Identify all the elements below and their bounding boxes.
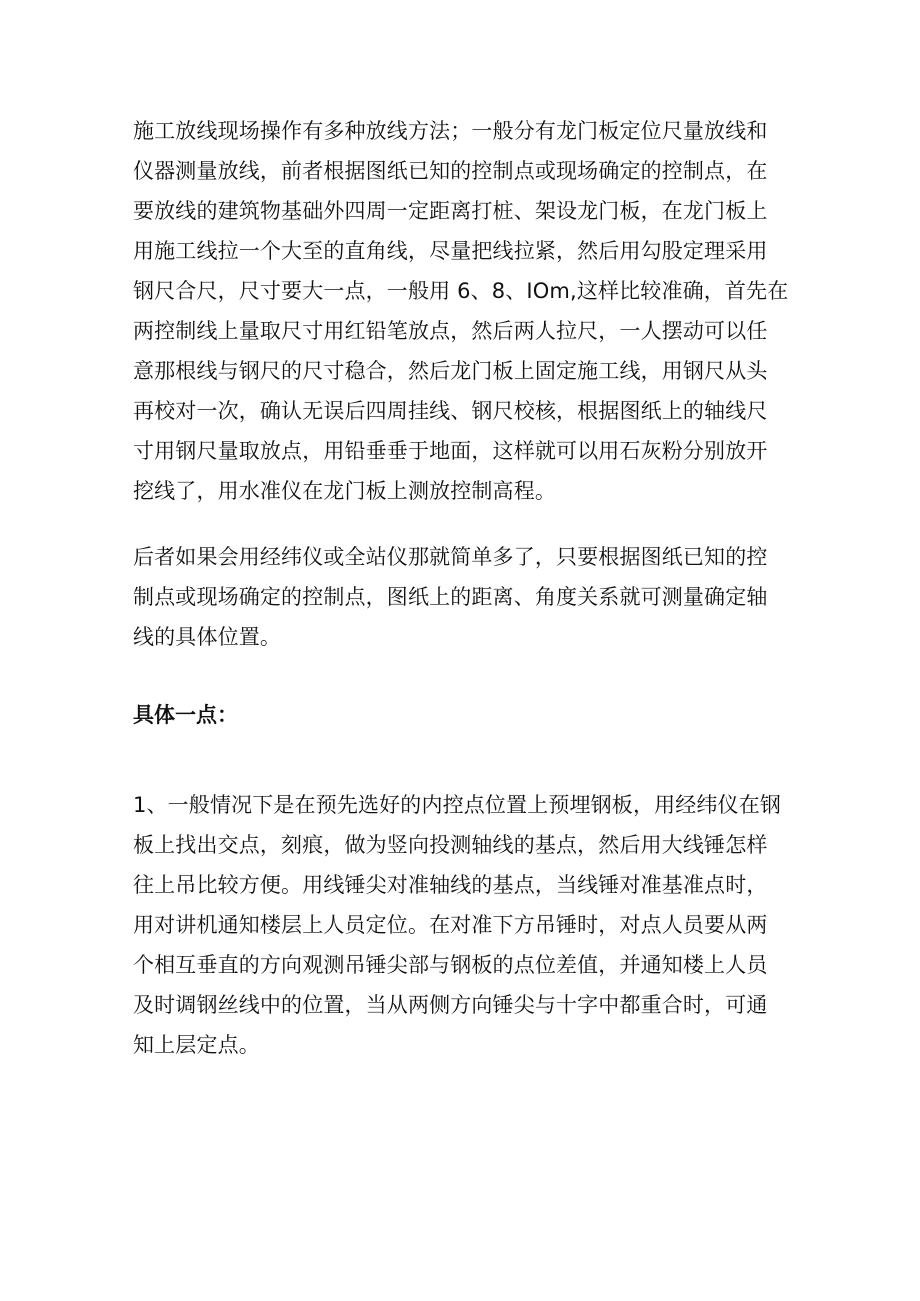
text-line: 意那根线与钢尺的尺寸稳合，然后龙门板上固定施工线，用钢尺从头 bbox=[133, 359, 768, 383]
text-line: 两控制线上量取尺寸用红铅笔放点，然后两人拉尺，一人摆动可以任 bbox=[133, 319, 768, 343]
text-line: 再校对一次，确认无误后四周挂线、钢尺校核，根据图纸上的轴线尺 bbox=[133, 399, 768, 423]
text-line: 要放线的建筑物基础外四周一定距离打桩、架设龙门板，在龙门板上 bbox=[133, 199, 768, 223]
text-line: 线的具体位置。 bbox=[133, 625, 282, 649]
text-line: 用施工线拉一个大至的直角线，尽量把线拉紧，然后用勾股定理采用 bbox=[133, 239, 768, 263]
paragraph-layout-methods bbox=[133, 111, 795, 511]
text-line: 用对讲机通知楼层上人员定位。在对准下方吊锤时，对点人员要从两 bbox=[133, 913, 768, 937]
text-line: 制点或现场确定的控制点，图纸上的距离、角度关系就可测量确定轴 bbox=[133, 585, 768, 609]
text-line: 往上吊比较方便。用线锤尖对准轴线的基点，当线锤对准基准点时， bbox=[133, 873, 768, 897]
text-line: 个相互垂直的方向观测吊锤尖部与钢板的点位差值，并通知楼上人员 bbox=[133, 953, 768, 977]
text-line: 仪器测量放线，前者根据图纸已知的控制点或现场确定的控制点，在 bbox=[133, 159, 768, 183]
paragraph-step-1 bbox=[133, 785, 795, 1065]
document-body bbox=[133, 111, 795, 1065]
paragraph-instrument-method bbox=[133, 537, 795, 657]
text-line: 1、一般情况下是在预先选好的内控点位置上预埋钢板，用经纬仪在钢 bbox=[133, 793, 782, 817]
text-line: 板上找出交点，刻痕，做为竖向投测轴线的基点，然后用大线锤怎样 bbox=[133, 833, 768, 857]
text-line: 后者如果会用经纬仪或全站仪那就简单多了，只要根据图纸已知的控 bbox=[133, 545, 768, 569]
text-line: 寸用钢尺量取放点，用铅垂垂于地面，这样就可以用石灰粉分别放开 bbox=[133, 439, 768, 463]
text-line: 及时调钢丝线中的位置，当从两侧方向锤尖与十字中都重合时，可通 bbox=[133, 993, 768, 1017]
text-line: 施工放线现场操作有多种放线方法；一般分有龙门板定位尺量放线和 bbox=[133, 119, 768, 143]
text-line: 挖线了，用水准仪在龙门板上测放控制高程。 bbox=[133, 479, 556, 503]
text-line: 钢尺合尺，尺寸要大一点，一般用 6、8、IOm,这样比较准确，首先在 bbox=[133, 279, 789, 303]
section-heading: 具体一点： bbox=[133, 703, 238, 727]
text-line: 知上层定点。 bbox=[133, 1033, 260, 1057]
